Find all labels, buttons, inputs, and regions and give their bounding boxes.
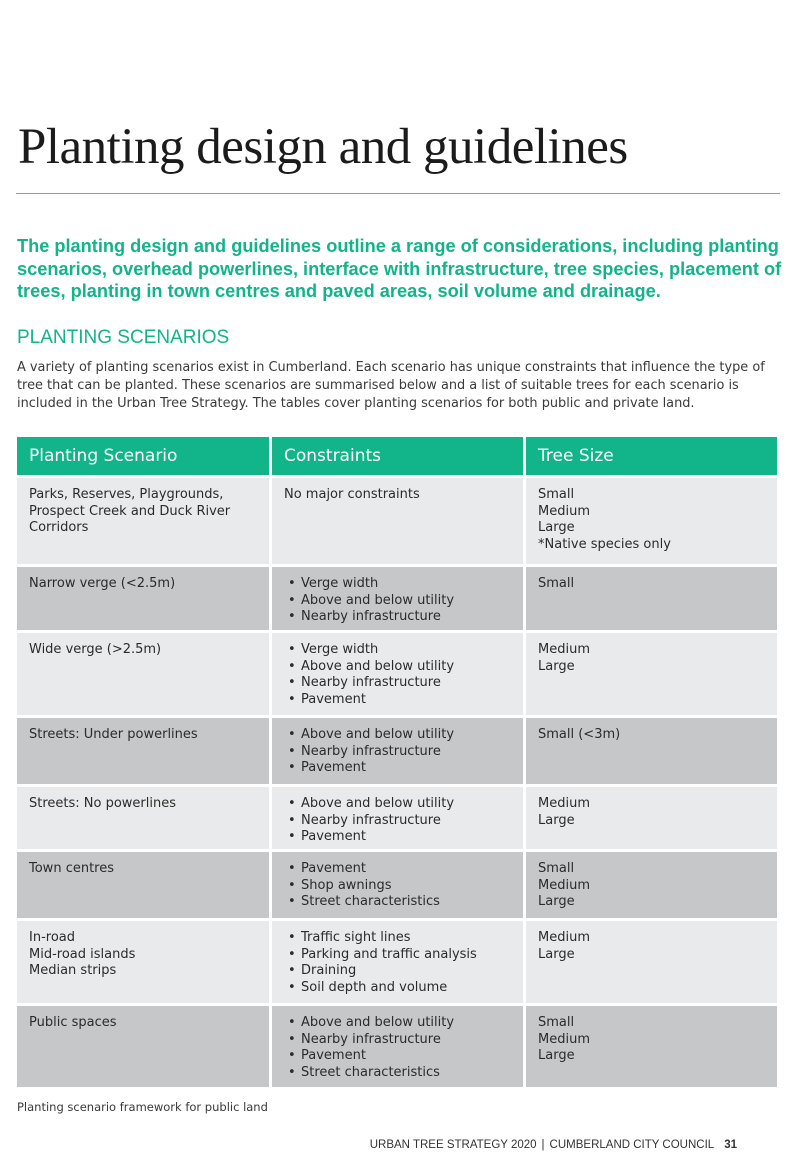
constraint-item: • Above and below utility [288, 727, 511, 744]
constraint-item: • Pavement [288, 861, 511, 878]
scenario-cell [17, 718, 269, 784]
table-row [17, 1006, 777, 1087]
constraint-item: • Nearby infrastructure [288, 744, 511, 761]
constraint-item: • Street characteristics [288, 1065, 511, 1082]
constraint-item: • Draining [288, 963, 511, 980]
constraint-item: • Pavement [288, 760, 511, 777]
tree-size-line: Large [538, 894, 575, 909]
tree-size-cell [526, 633, 777, 715]
tree-size-line: Small [538, 576, 575, 591]
scenario-cell [17, 478, 269, 564]
tree-size-line: Medium [538, 796, 590, 811]
scenario-cell [17, 787, 269, 849]
constraints-cell [272, 718, 523, 784]
scenario-line: Streets: No powerlines [29, 796, 177, 811]
table-row [17, 787, 777, 849]
constraints-list [284, 576, 511, 626]
tree-size-line: *Native species only [538, 536, 671, 552]
constraint-item: • Above and below utility [288, 796, 511, 813]
header-constraints: Constraints [272, 437, 523, 475]
page-number: 31 [724, 1139, 737, 1151]
tree-size-line: Medium [538, 877, 590, 893]
constraint-item: • Above and below utility [288, 1015, 511, 1032]
constraints-list [284, 1015, 511, 1081]
scenario-cell [17, 567, 269, 630]
table-row [17, 852, 777, 918]
constraints-list [284, 642, 511, 708]
constraints-cell [272, 921, 523, 1003]
tree-size-line: Small [538, 861, 575, 876]
constraints-text: No major constraints [284, 487, 420, 502]
scenario-line: Prospect Creek and Duck River [29, 503, 231, 519]
scenario-cell [17, 633, 269, 715]
table-body [17, 478, 777, 1087]
tree-size-line: Medium [538, 1031, 590, 1047]
scenario-line: Corridors [29, 520, 89, 535]
constraint-item: • Pavement [288, 1048, 511, 1065]
constraints-list [284, 861, 511, 911]
scenario-cell [17, 852, 269, 918]
constraint-item: • Nearby infrastructure [288, 675, 511, 692]
constraint-item: • Nearby infrastructure [288, 813, 511, 830]
tree-size-cell [526, 567, 777, 630]
constraints-cell [272, 1006, 523, 1087]
header-planting-scenario: Planting Scenario [17, 437, 269, 475]
constraint-item: • Street characteristics [288, 894, 511, 911]
tree-size-line: Large [538, 812, 575, 828]
page-title: Planting design and guidelines [18, 119, 628, 175]
table-row [17, 478, 777, 564]
tree-size-cell [526, 718, 777, 784]
tree-size-cell [526, 787, 777, 849]
footer-separator: | [541, 1139, 545, 1151]
tree-size-line: Medium [538, 930, 590, 945]
tree-size-line: Small [538, 1015, 575, 1030]
header-tree-size: Tree Size [526, 437, 777, 475]
planting-scenarios-table [14, 434, 780, 1090]
table-row [17, 921, 777, 1003]
table-header-row [17, 437, 777, 475]
scenario-line: Narrow verge (<2.5m) [29, 576, 176, 591]
tree-size-line: Medium [538, 642, 590, 657]
body-paragraph: A variety of planting scenarios exist in Cumberland. Each scenario has unique constraints that influence the type of tree that can be planted. These scenarios are summarised below and a list of suitable trees for each scenario is included in the Urban Tree Strategy. The tables cover planting scenarios for both public and private land. [17, 360, 765, 411]
constraints-cell [272, 567, 523, 630]
constraints-cell [272, 478, 523, 564]
scenario-line: Parks, Reserves, Playgrounds, [29, 487, 224, 502]
tree-size-cell [526, 1006, 777, 1087]
tree-size-line: Large [538, 1048, 575, 1063]
constraint-item: • Verge width [288, 576, 511, 593]
constraints-cell [272, 852, 523, 918]
tree-size-cell [526, 852, 777, 918]
footer-council-name: CUMBERLAND CITY COUNCIL [549, 1139, 715, 1151]
constraint-item: • Pavement [288, 829, 511, 846]
constraints-list [284, 930, 511, 996]
intro-paragraph: The planting design and guidelines outline a range of considerations, including planting scenarios, overhead powerlines, interface with infrastructure, tree species, placement of trees, planting in town centres and paved areas, soil volume and drainage. [17, 236, 782, 301]
scenario-line: Mid-road islands [29, 946, 136, 962]
table-row [17, 567, 777, 630]
table-row [17, 718, 777, 784]
constraint-item: • Above and below utility [288, 659, 511, 676]
tree-size-line: Small (<3m) [538, 727, 621, 742]
scenario-line: Town centres [29, 861, 115, 876]
section-heading: PLANTING SCENARIOS [17, 327, 230, 348]
constraint-item: • Verge width [288, 642, 511, 659]
page-footer [370, 1139, 737, 1151]
constraint-item: • Pavement [288, 692, 511, 709]
constraint-item: • Nearby infrastructure [288, 1032, 511, 1049]
scenario-line: Wide verge (>2.5m) [29, 642, 162, 657]
title-divider [16, 193, 780, 194]
constraint-item: • Traffic sight lines [288, 930, 511, 947]
tree-size-line: Small [538, 487, 575, 502]
scenario-cell [17, 921, 269, 1003]
constraint-item: • Parking and traffic analysis [288, 947, 511, 964]
tree-size-cell [526, 478, 777, 564]
constraints-list [284, 727, 511, 777]
table-caption: Planting scenario framework for public land [17, 1100, 268, 1114]
scenario-line: Streets: Under powerlines [29, 727, 198, 742]
scenario-line: In-road [29, 930, 75, 945]
tree-size-cell [526, 921, 777, 1003]
tree-size-line: Medium [538, 503, 590, 519]
table-row [17, 633, 777, 715]
footer-document-title: URBAN TREE STRATEGY 2020 [369, 1139, 537, 1151]
tree-size-line: Large [538, 658, 575, 674]
scenario-line: Public spaces [29, 1015, 117, 1030]
constraint-item: • Above and below utility [288, 593, 511, 610]
tree-size-line: Large [538, 946, 575, 962]
constraints-list [284, 796, 511, 846]
constraint-item: • Nearby infrastructure [288, 609, 511, 626]
constraint-item: • Shop awnings [288, 878, 511, 895]
constraints-cell [272, 633, 523, 715]
constraint-item: • Soil depth and volume [288, 980, 511, 997]
tree-size-line: Large [538, 520, 575, 535]
scenario-line: Median strips [29, 963, 117, 978]
scenario-cell [17, 1006, 269, 1087]
constraints-cell [272, 787, 523, 849]
